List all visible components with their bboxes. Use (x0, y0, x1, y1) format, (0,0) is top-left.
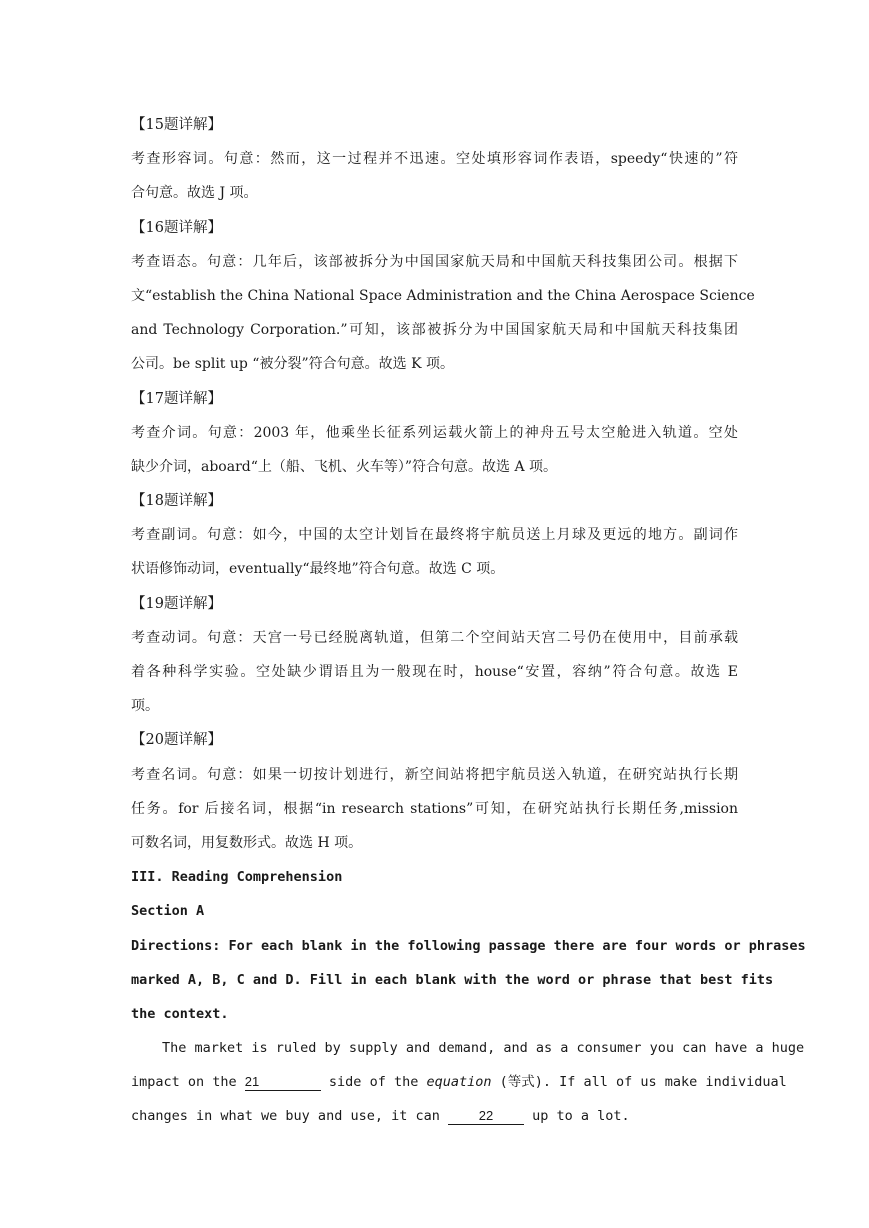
q20-heading: 【20题详解】 (131, 732, 222, 749)
q20-line-2: 任务。for 后接名词，根据“in research stations”可知，在研究站执行长期任务,mission (131, 800, 738, 817)
q19-line-3: 项。 (131, 698, 159, 715)
passage-text: impact on the (131, 1074, 245, 1091)
q17-line-1: 考查介词。句意：2003 年，他乘坐长征系列运载火箭上的神舟五号太空舱进入轨道。空处 (131, 424, 738, 441)
q16-line-3: and Technology Corporation.”可知，该部被拆分为中国国家航天局和中国航天科技集团 (131, 322, 738, 339)
passage-line-3 (131, 1099, 738, 1133)
q18-line-2: 状语修饰动词，eventually“最终地”符合句意。故选 C 项。 (131, 561, 505, 578)
q18-line-1: 考查副词。句意：如今，中国的太空计划旨在最终将宇航员送上月球及更远的地方。副词作 (131, 527, 738, 544)
directions-line-1: Directions: For each blank in the following passage there are four words or phrases (131, 937, 806, 954)
q15-heading: 【15题详解】 (131, 117, 222, 133)
passage-text: changes in what we buy and use, it can (131, 1108, 448, 1125)
q17-line-2: 缺少介词，aboard“上（船、飞机、火车等）”符合句意。故选 A 项。 (131, 458, 558, 475)
directions-line-3: the context. (131, 1005, 229, 1022)
q16-heading: 【16题详解】 (131, 219, 222, 236)
section-subtitle: Section A (131, 903, 205, 920)
q15-line-1: 考查形容词。句意：然而，这一过程并不迅速。空处填形容词作表语，speedy“快速的”符 (131, 151, 738, 168)
passage-text: up to a lot. (523, 1108, 630, 1125)
passage-line-2 (131, 1065, 787, 1099)
passage-text: side of the (320, 1074, 427, 1091)
passage-line-1: The market is ruled by supply and demand, and as a consumer you can have a huge (162, 1040, 805, 1057)
q19-line-2: 着各种科学实验。空处缺少谓语且为一般现在时，house“安置，容纳”符合句意。故选 E (131, 664, 738, 680)
q19-heading: 【19题详解】 (131, 595, 222, 612)
q17-heading: 【17题详解】 (131, 390, 222, 407)
passage-text: (等式). If all of us make individual (491, 1074, 787, 1091)
passage-italic-word: equation (426, 1074, 492, 1091)
q16-line-4: 公司。be split up “被分裂”符合句意。故选 K 项。 (131, 356, 454, 373)
q19-line-1: 考查动词。句意：天宫一号已经脱离轨道，但第二个空间站天宫二号仍在使用中，目前承载 (131, 629, 738, 646)
q20-line-3: 可数名词，用复数形式。故选 H 项。 (131, 834, 363, 851)
section-title: III. Reading Comprehension (131, 869, 343, 886)
q15-line-2: 合句意。故选 J 项。 (131, 185, 258, 202)
document-page (131, 108, 806, 1134)
q16-line-1: 考查语态。句意：几年后，该部被拆分为中国国家航天局和中国航天科技集团公司。根据下 (131, 253, 738, 270)
q20-line-1: 考查名词。句意：如果一切按计划进行，新空间站将把宇航员送入轨道，在研究站执行长期 (131, 766, 738, 783)
blank-22: 22 (448, 1108, 524, 1125)
q16-line-2: 文“establish the China National Space Administration and the China Aerospace Science (131, 287, 755, 304)
blank-21: 21 (245, 1074, 321, 1091)
q18-heading: 【18题详解】 (131, 493, 222, 510)
directions-line-2: marked A, B, C and D. Fill in each blank with the word or phrase that best fits (131, 971, 774, 988)
